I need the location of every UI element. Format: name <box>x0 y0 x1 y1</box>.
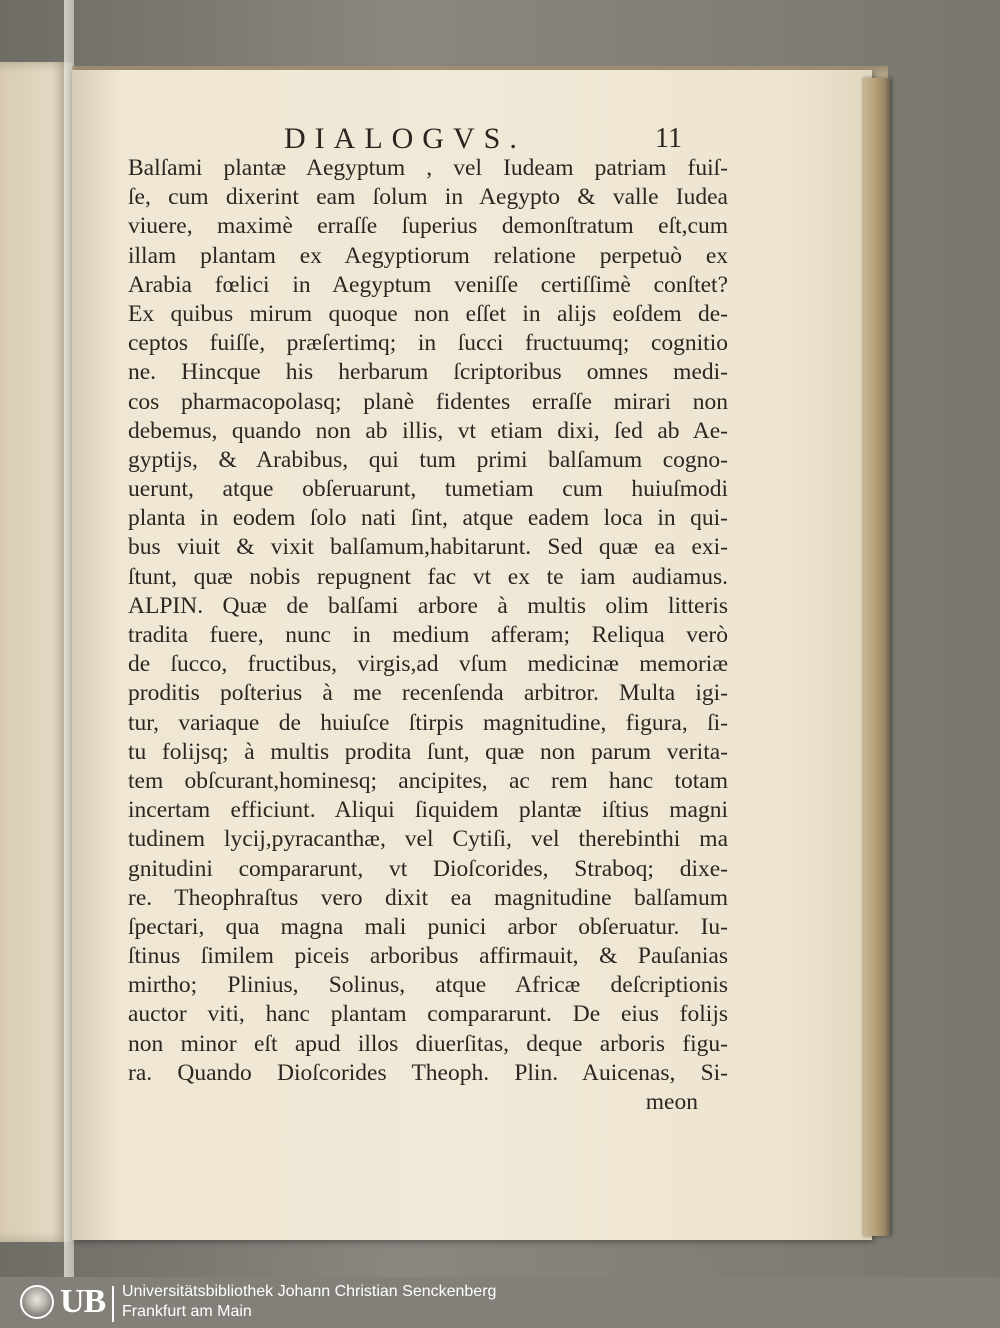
page-number: 11 <box>655 123 682 154</box>
text-line: gyptijs, & Arabibus, qui tum primi balſamum cogno- <box>128 446 728 473</box>
text-line: planta in eodem ſolo nati ſint, atque eadem loca in qui- <box>128 505 728 532</box>
text-line: ne. Hincque his herbarum ſcriptoribus omnes medi- <box>128 359 728 386</box>
text-line: ra. Quando Dioſcorides Theoph. Plin. Auicenas, Si- <box>128 1059 728 1086</box>
senckenberg-portrait-icon <box>20 1285 54 1319</box>
text-line: tur, variaque de huiuſce ſtirpis magnitudine, figura, ſi- <box>128 709 728 736</box>
text-line: ſpectari, qua magna mali punici arbor obſeruatur. Iu- <box>128 913 728 940</box>
viewer-footer <box>0 1277 1000 1328</box>
running-head: DIALOGVS. <box>284 122 526 155</box>
text-line: re. Theophraſtus vero dixit ea magnitudine balſamum <box>128 884 728 911</box>
page-fore-edge <box>862 78 890 1236</box>
text-line: auctor viti, hanc plantam compararunt. De eius folijs <box>128 1001 728 1028</box>
text-line: Ex quibus mirum quoque non eſſet in alijs eoſdem de- <box>128 300 728 327</box>
text-line: viuere, maximè erraſſe ſuperius demonſtratum eſt,cum <box>128 213 728 240</box>
text-line: de ſucco, fructibus, virgis,ad vſum medicinæ memoriæ <box>128 651 728 678</box>
text-line: illam plantam ex Aegyptiorum relatione perpetuò ex <box>128 242 728 269</box>
text-line: non minor eſt apud illos diuerſitas, deque arboris figu- <box>128 1030 728 1057</box>
body-text <box>128 154 728 1117</box>
text-line: proditis poſterius à me recenſenda arbitror. Multa igi- <box>128 680 728 707</box>
text-line: ſtunt, quæ nobis repugnent fac vt ex te iam audiamus. <box>128 563 728 590</box>
text-line: bus viuit & vixit balſamum,habitarunt. Sed quæ ea exi- <box>128 534 728 561</box>
institution-line-2: Frankfurt am Main <box>122 1303 252 1320</box>
text-line: Arabia fœlici in Aegyptum veniſſe certiſſimè conſtet? <box>128 271 728 298</box>
text-line: debemus, quando non ab illis, vt etiam dixi, ſed ab Ae- <box>128 417 728 444</box>
text-line: ceptos fuiſſe, præſertimq; in ſucci fructuumq; cognitio <box>128 330 728 357</box>
text-line: Balſami plantæ Aegyptum , vel Iudeam patriam fuiſ- <box>128 155 728 181</box>
text-line: ſe, cum dixerint eam ſolum in Aegypto & valle Iudea <box>128 184 728 211</box>
text-line: incertam efficiunt. Aliqui ſiquidem plantæ iſtius magni <box>128 797 728 824</box>
text-line: cos pharmacopolasq; planè fidentes erraſſe mirari non <box>128 388 728 415</box>
logo-divider <box>112 1286 114 1322</box>
text-line: ſtinus ſimilem piceis arboribus affirmauit, & Pauſanias <box>128 943 728 970</box>
text-line: tem obſcurant,hominesq; ancipites, ac rem hanc totam <box>128 767 728 794</box>
institution-line-1: Universitätsbibliothek Johann Christian Senckenberg <box>122 1283 497 1300</box>
catchword: meon <box>645 1089 698 1115</box>
text-line: mirtho; Plinius, Solinus, atque Africæ deſcriptionis <box>128 972 728 999</box>
text-line: gnitudini compararunt, vt Dioſcorides, Straboq; dixe- <box>128 855 728 882</box>
library-logo[interactable] <box>8 1282 108 1322</box>
institution-name <box>122 1282 496 1322</box>
page-header <box>262 122 682 156</box>
text-line: tu folijsq; à multis prodita ſunt, quæ non parum verita- <box>128 738 728 765</box>
text-line: tudinem lycij,pyracanthæ, vel Cytiſi, vel therebinthi ma <box>128 826 728 853</box>
bleed-through-text <box>2 122 68 152</box>
text-line: tradita fuere, nunc in medium afferam; Reliqua verò <box>128 622 728 648</box>
logo-text: UB <box>60 1283 106 1320</box>
previous-page-edge <box>0 62 72 1242</box>
text-line: uerunt, atque obſeruarunt, tumetiam cum huiuſmodi <box>128 476 728 503</box>
text-line: ALPIN. Quæ de balſami arbore à multis olim litteris <box>128 592 728 619</box>
